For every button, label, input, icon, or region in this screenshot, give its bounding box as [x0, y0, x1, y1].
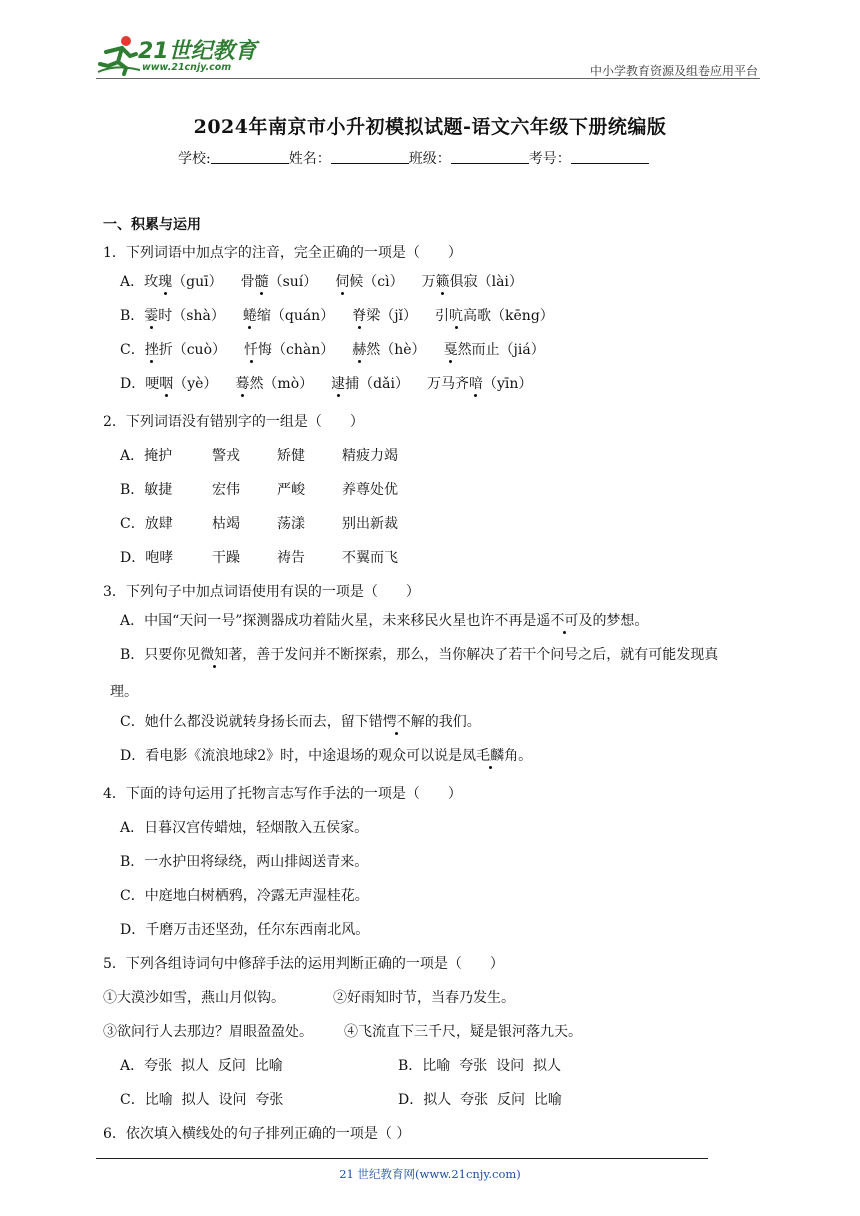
- q2-option-b: B．敏捷 宏伟 严峻 养尊处优: [120, 482, 398, 498]
- class-blank: [451, 149, 529, 164]
- school-label: 学校:: [178, 151, 211, 167]
- q4-option-a: A．日暮汉宫传蜡烛，轻烟散入五侯家。: [120, 820, 369, 836]
- q4-option-c: C．中庭地白树栖鸦，冷露无声湿桂花。: [120, 888, 369, 904]
- number-label: 考号：: [528, 151, 571, 167]
- question-6-stem: 6．依次填入横线处的句子排列正确的一项是（ ）: [103, 1126, 411, 1142]
- runner-icon: [96, 34, 140, 76]
- q2-option-d: D．咆哮 干躁 祷告 不翼而飞: [120, 550, 398, 566]
- school-blank: [211, 149, 289, 164]
- q5-poem-4: ④飞流直下三千尺，疑是银河落九天。: [344, 1024, 582, 1040]
- page-title: 2024年南京市小升初模拟试题-语文六年级下册统编版: [193, 116, 667, 138]
- q2-option-a: A．掩护 警戎 矫健 精疲力竭: [120, 448, 398, 464]
- question-1-stem: 1．下列词语中加点字的注音，完全正确的一项是（ ）: [103, 245, 462, 261]
- site-logo: [96, 34, 261, 78]
- logo-text: 21世纪教育: [138, 39, 257, 64]
- q1-option-c: C．挫折（cuò） 忏悔（chàn） 赫然（hè） 戛然而止（jiá）: [120, 342, 545, 358]
- q5-option-a: A．夸张 拟人 反问 比喻: [120, 1058, 283, 1074]
- q5-option-b: B．比喻 夸张 设问 拟人: [398, 1058, 561, 1074]
- q3-option-c: C．她什么都没说就转身扬长而去，留下错愕不解的我们。: [120, 714, 481, 730]
- header-divider: [96, 78, 760, 79]
- q5-poem-2: ②好雨知时节，当春乃发生。: [333, 990, 515, 1006]
- q1-option-d: D．哽咽（yè） 蓦然（mò） 逮捕（dǎi） 万马齐喑（yīn）: [120, 376, 533, 392]
- question-3-stem: 3．下列句子中加点词语使用有误的一项是（ ）: [103, 584, 420, 600]
- question-5-stem: 5．下列各组诗词句中修辞手法的运用判断正确的一项是（ ）: [103, 956, 504, 972]
- q3-option-b-continued: 理。: [110, 684, 138, 700]
- footer-divider: [96, 1158, 708, 1159]
- class-label: 班级：: [408, 151, 451, 167]
- student-info: [178, 148, 649, 168]
- question-4-stem: 4．下面的诗句运用了托物言志写作手法的一项是（ ）: [103, 786, 462, 802]
- q4-option-b: B．一水护田将绿绕，两山排闼送青来。: [120, 854, 369, 870]
- number-blank: [571, 149, 649, 164]
- logo-url: www.21cnjy.com: [142, 62, 232, 73]
- q1-option-b: B．霎时（shà） 蜷缩（quán） 脊梁（jǐ） 引吭高歌（kēng）: [120, 308, 554, 324]
- footer-link[interactable]: 21 世纪教育网(www.21cnjy.com): [339, 1167, 521, 1181]
- name-blank: [331, 149, 409, 164]
- q3-option-b: B．只要你见微知著，善于发问并不断探索，那么，当你解决了若干个问号之后，就有可能发现真: [120, 647, 719, 663]
- q5-poem-1: ①大漠沙如雪，燕山月似钩。: [103, 990, 285, 1006]
- question-2-stem: 2．下列词语没有错别字的一组是（ ）: [103, 414, 364, 430]
- name-label: 姓名：: [288, 151, 331, 167]
- q2-option-c: C．放肆 枯竭 荡漾 别出新裁: [120, 516, 398, 532]
- q1-option-a: A．玫瑰（guī） 骨髓（suí） 伺候（cì） 万籁俱寂（lài）: [120, 274, 523, 290]
- q3-option-d: D．看电影《流浪地球2》时，中途退场的观众可以说是凤毛麟角。: [120, 748, 533, 764]
- section-heading: 一、积累与运用: [103, 217, 201, 233]
- platform-name: 中小学教育资源及组卷应用平台: [589, 64, 758, 78]
- q5-option-d: D．拟人 夸张 反问 比喻: [398, 1092, 562, 1108]
- q5-poem-3: ③欲问行人去那边？眉眼盈盈处。: [103, 1024, 313, 1040]
- q3-option-a: A．中国“天问一号”探测器成功着陆火星，未来移民火星也许不再是遥不可及的梦想。: [120, 613, 649, 629]
- q5-option-c: C．比喻 拟人 设问 夸张: [120, 1092, 284, 1108]
- q4-option-d: D．千磨万击还坚劲，任尔东西南北风。: [120, 922, 370, 938]
